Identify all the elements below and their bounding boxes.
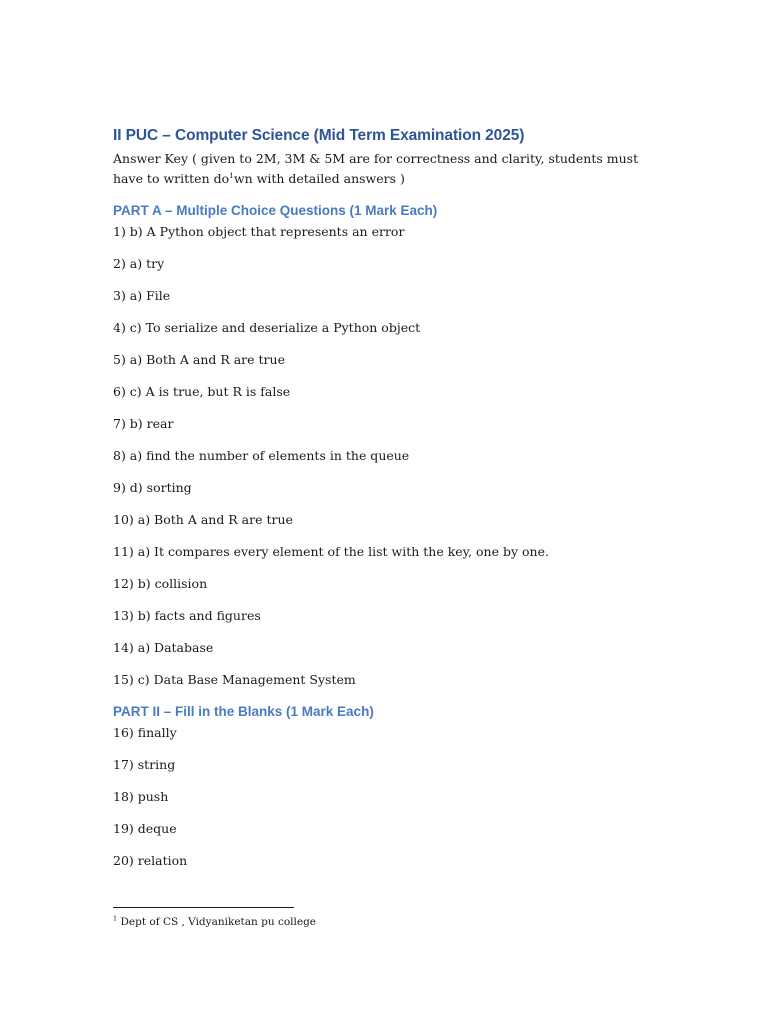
answer-item-11: 11) a) It compares every element of the list with the key, one by one.: [113, 544, 549, 559]
answer-item-17: 17) string: [113, 757, 176, 772]
answer-key-page: [113, 124, 673, 871]
intro-text-start: Answer Key ( given to 2M, 3M & 5M are for correctness and clarity, students must have to written do: [113, 151, 639, 186]
intro-paragraph: [113, 149, 653, 189]
part-b-heading: PART II – Fill in the Blanks (1 Mark Each): [113, 704, 374, 719]
answer-item-18: 18) push: [113, 789, 169, 804]
answer-item-13: 13) b) facts and figures: [113, 608, 261, 623]
footnote-reference[interactable]: 1: [229, 170, 234, 180]
answer-item-8: 8) a) find the number of elements in the queue: [113, 448, 410, 463]
answer-item-3: 3) a) File: [113, 288, 171, 303]
intro-text-end: wn with detailed answers ): [233, 171, 405, 186]
answer-item-16: 16) finally: [113, 725, 177, 740]
answer-item-5: 5) a) Both A and R are true: [113, 352, 285, 367]
answer-item-1: 1) b) A Python object that represents an error: [113, 224, 405, 239]
footnote-separator: [113, 907, 294, 908]
answer-item-20: 20) relation: [113, 853, 188, 868]
answer-item-15: 15) c) Data Base Management System: [113, 672, 356, 687]
footnote: [113, 914, 316, 930]
answer-item-6: 6) c) A is true, but R is false: [113, 384, 291, 399]
part-a-answer-list: [113, 222, 673, 690]
part-b-answer-list: [113, 723, 673, 871]
answer-item-14: 14) a) Database: [113, 640, 214, 655]
answer-item-12: 12) b) collision: [113, 576, 208, 591]
answer-item-19: 19) deque: [113, 821, 177, 836]
answer-item-4: 4) c) To serialize and deserialize a Python object: [113, 320, 421, 335]
answer-item-7: 7) b) rear: [113, 416, 174, 431]
answer-item-9: 9) d) sorting: [113, 480, 192, 495]
part-a-heading: PART A – Multiple Choice Questions (1 Mark Each): [113, 203, 438, 218]
answer-item-10: 10) a) Both A and R are true: [113, 512, 293, 527]
document-title: II PUC – Computer Science (Mid Term Examination 2025): [113, 127, 525, 144]
footnote-mark: 1: [113, 914, 118, 923]
answer-item-2: 2) a) try: [113, 256, 165, 271]
footnote-text: Dept of CS , Vidyaniketan pu college: [120, 916, 317, 928]
